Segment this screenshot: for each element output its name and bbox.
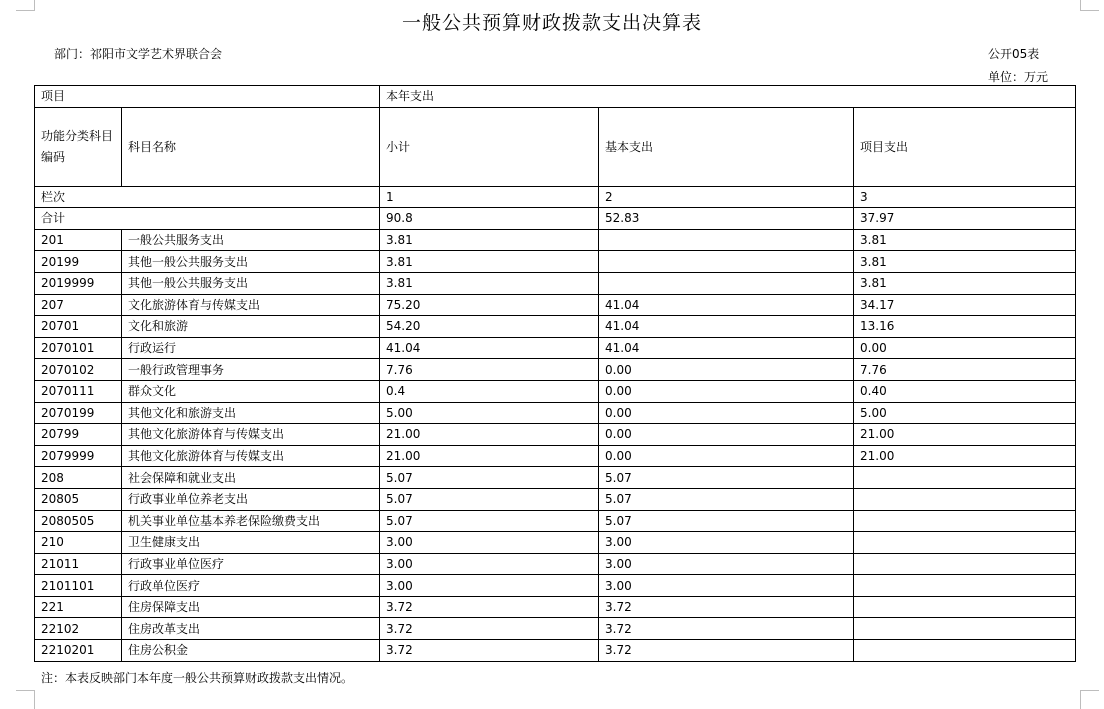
table-row [35, 272, 1076, 294]
table-row [35, 251, 1076, 273]
cell-basic [599, 229, 854, 251]
cell-subtotal: 54.20 [380, 316, 599, 338]
page-title: 一般公共预算财政拨款支出决算表 [401, 12, 702, 34]
cell-name: 群众文化 [122, 380, 380, 402]
cell-basic: 3.72 [599, 596, 854, 618]
table-row [35, 467, 1076, 489]
column-index-label: 栏次 [35, 186, 380, 208]
cell-project: 3.81 [854, 272, 1076, 294]
header-func-code: 功能分类科目编码 [35, 107, 122, 186]
cell-basic: 3.00 [599, 575, 854, 597]
cell-name: 其他文化旅游体育与传媒支出 [122, 445, 380, 467]
cell-project [854, 532, 1076, 554]
cell-project [854, 553, 1076, 575]
cell-subtotal: 5.00 [380, 402, 599, 424]
cell-subtotal: 3.81 [380, 251, 599, 273]
cell-basic [599, 272, 854, 294]
total-subtotal: 90.8 [380, 208, 599, 230]
cell-project: 13.16 [854, 316, 1076, 338]
page-corner-mark [1080, 690, 1099, 709]
column-index-1: 1 [380, 186, 599, 208]
footnote: 注：本表反映部门本年度一般公共预算财政拨款支出情况。 [41, 671, 354, 685]
table-row [35, 553, 1076, 575]
cell-code: 2101101 [35, 575, 122, 597]
cell-code: 20701 [35, 316, 122, 338]
column-index-row [35, 186, 1076, 208]
table-row [35, 294, 1076, 316]
page-corner-mark [16, 690, 35, 709]
department-label: 部门：祁阳市文学艺术界联合会 [54, 47, 223, 61]
cell-code: 208 [35, 467, 122, 489]
column-index-2: 2 [599, 186, 854, 208]
cell-name: 社会保障和就业支出 [122, 467, 380, 489]
header-project: 项目支出 [854, 107, 1076, 186]
cell-basic: 5.07 [599, 488, 854, 510]
table-row [35, 510, 1076, 532]
cell-subtotal: 3.81 [380, 272, 599, 294]
cell-name: 行政单位医疗 [122, 575, 380, 597]
cell-code: 2079999 [35, 445, 122, 467]
cell-name: 其他一般公共服务支出 [122, 251, 380, 273]
cell-name: 一般行政管理事务 [122, 359, 380, 381]
cell-project: 7.76 [854, 359, 1076, 381]
table-row [35, 618, 1076, 640]
cell-basic: 0.00 [599, 424, 854, 446]
cell-basic: 3.72 [599, 618, 854, 640]
cell-name: 住房改革支出 [122, 618, 380, 640]
cell-basic: 41.04 [599, 316, 854, 338]
cell-subtotal: 75.20 [380, 294, 599, 316]
total-row [35, 208, 1076, 230]
cell-project [854, 640, 1076, 662]
cell-basic: 41.04 [599, 294, 854, 316]
cell-code: 201 [35, 229, 122, 251]
header-subtotal: 小计 [380, 107, 599, 186]
cell-basic: 0.00 [599, 445, 854, 467]
table-row [35, 229, 1076, 251]
header-basic: 基本支出 [599, 107, 854, 186]
cell-basic: 3.00 [599, 553, 854, 575]
cell-subtotal: 3.72 [380, 640, 599, 662]
cell-subtotal: 3.00 [380, 575, 599, 597]
cell-name: 其他文化旅游体育与传媒支出 [122, 424, 380, 446]
unit-label: 单位：万元 [988, 70, 1049, 84]
cell-project: 21.00 [854, 424, 1076, 446]
cell-code: 2070101 [35, 337, 122, 359]
cell-project: 21.00 [854, 445, 1076, 467]
cell-code: 21011 [35, 553, 122, 575]
cell-subtotal: 3.81 [380, 229, 599, 251]
table-code-label: 公开05表 [988, 47, 1040, 61]
table-row [35, 445, 1076, 467]
table-row [35, 596, 1076, 618]
cell-name: 文化和旅游 [122, 316, 380, 338]
cell-code: 2070199 [35, 402, 122, 424]
cell-name: 行政事业单位医疗 [122, 553, 380, 575]
cell-basic: 5.07 [599, 510, 854, 532]
cell-subtotal: 3.00 [380, 553, 599, 575]
cell-name: 住房公积金 [122, 640, 380, 662]
table-row [35, 532, 1076, 554]
table-row [35, 316, 1076, 338]
cell-basic: 3.72 [599, 640, 854, 662]
cell-code: 2080505 [35, 510, 122, 532]
cell-name: 其他文化和旅游支出 [122, 402, 380, 424]
table-row [35, 424, 1076, 446]
header-current-year: 本年支出 [380, 86, 1076, 108]
table-row [35, 359, 1076, 381]
cell-subtotal: 3.72 [380, 618, 599, 640]
cell-name: 行政运行 [122, 337, 380, 359]
cell-subtotal: 0.4 [380, 380, 599, 402]
cell-subtotal: 3.00 [380, 532, 599, 554]
cell-project: 34.17 [854, 294, 1076, 316]
cell-project [854, 488, 1076, 510]
table-row [35, 380, 1076, 402]
cell-subtotal: 21.00 [380, 445, 599, 467]
cell-name: 行政事业单位养老支出 [122, 488, 380, 510]
cell-name: 文化旅游体育与传媒支出 [122, 294, 380, 316]
cell-code: 207 [35, 294, 122, 316]
cell-subtotal: 7.76 [380, 359, 599, 381]
cell-project [854, 575, 1076, 597]
cell-project: 0.40 [854, 380, 1076, 402]
cell-basic: 41.04 [599, 337, 854, 359]
cell-basic: 0.00 [599, 402, 854, 424]
header-item: 项目 [35, 86, 380, 108]
cell-code: 20199 [35, 251, 122, 273]
cell-basic: 3.00 [599, 532, 854, 554]
cell-code: 2019999 [35, 272, 122, 294]
table-row [35, 337, 1076, 359]
cell-code: 20805 [35, 488, 122, 510]
cell-subtotal: 21.00 [380, 424, 599, 446]
cell-subtotal: 41.04 [380, 337, 599, 359]
header-subject-name: 科目名称 [122, 107, 380, 186]
total-basic: 52.83 [599, 208, 854, 230]
cell-project [854, 618, 1076, 640]
cell-basic: 0.00 [599, 359, 854, 381]
cell-project: 3.81 [854, 251, 1076, 273]
total-label: 合计 [35, 208, 380, 230]
cell-code: 20799 [35, 424, 122, 446]
cell-name: 卫生健康支出 [122, 532, 380, 554]
cell-subtotal: 5.07 [380, 488, 599, 510]
cell-basic: 0.00 [599, 380, 854, 402]
cell-name: 其他一般公共服务支出 [122, 272, 380, 294]
cell-subtotal: 5.07 [380, 467, 599, 489]
cell-basic [599, 251, 854, 273]
table-row [35, 575, 1076, 597]
header-row-sub [35, 107, 1076, 186]
cell-project [854, 596, 1076, 618]
cell-name: 一般公共服务支出 [122, 229, 380, 251]
total-project: 37.97 [854, 208, 1076, 230]
cell-name: 住房保障支出 [122, 596, 380, 618]
cell-project [854, 510, 1076, 532]
table-row [35, 488, 1076, 510]
cell-project: 0.00 [854, 337, 1076, 359]
table-row [35, 640, 1076, 662]
cell-subtotal: 3.72 [380, 596, 599, 618]
cell-code: 2070102 [35, 359, 122, 381]
cell-code: 22102 [35, 618, 122, 640]
cell-code: 2210201 [35, 640, 122, 662]
cell-subtotal: 5.07 [380, 510, 599, 532]
cell-basic: 5.07 [599, 467, 854, 489]
cell-project [854, 467, 1076, 489]
expenditure-table [34, 85, 1076, 662]
header-row-top [35, 86, 1076, 108]
cell-code: 2070111 [35, 380, 122, 402]
cell-code: 221 [35, 596, 122, 618]
cell-project: 5.00 [854, 402, 1076, 424]
cell-code: 210 [35, 532, 122, 554]
table-row [35, 402, 1076, 424]
cell-project: 3.81 [854, 229, 1076, 251]
cell-name: 机关事业单位基本养老保险缴费支出 [122, 510, 380, 532]
column-index-3: 3 [854, 186, 1076, 208]
